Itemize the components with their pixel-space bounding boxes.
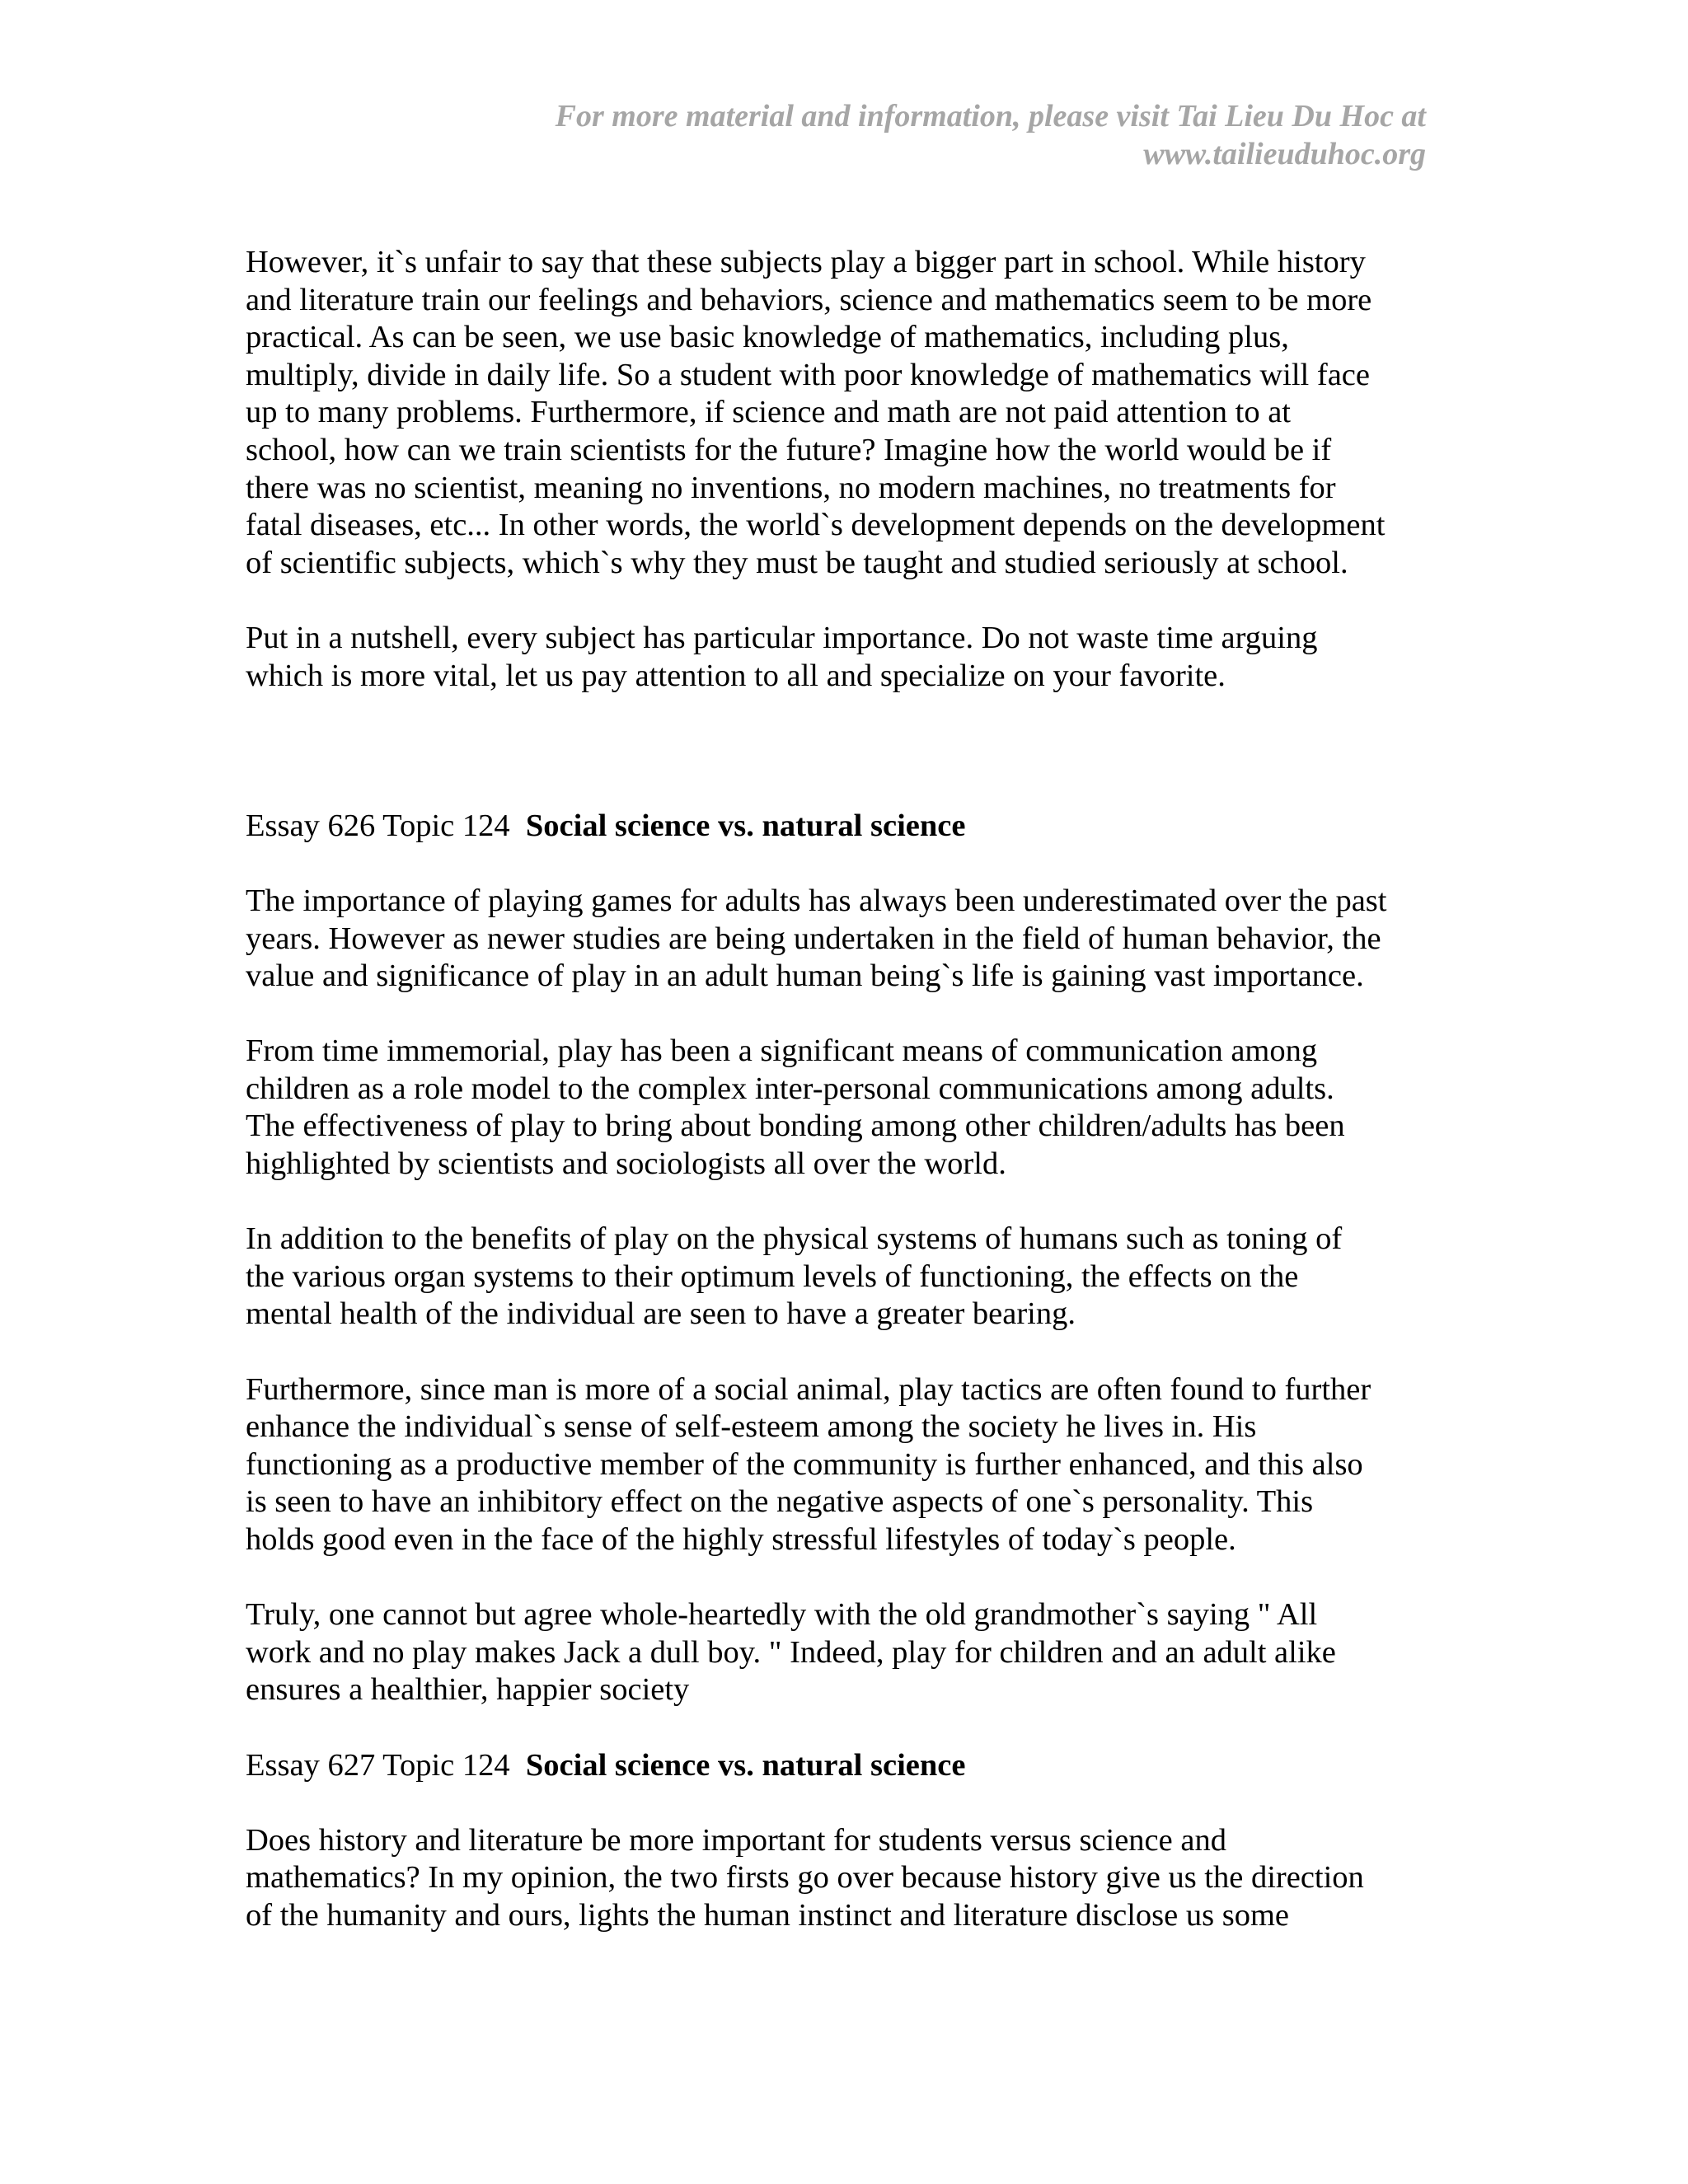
text-line: mental health of the individual are seen to have a greater bearing. <box>246 1296 1076 1332</box>
text-line: is seen to have an inhibitory effect on the negative aspects of one`s personality. This <box>246 1484 1314 1520</box>
paragraph <box>246 244 1449 582</box>
text-line: children as a role model to the complex inter-personal communications among adults. <box>246 1071 1334 1106</box>
header-line-1: For more material and information, please visit Tai Lieu Du Hoc at <box>555 99 1426 134</box>
text-line: multiply, divide in daily life. So a student with poor knowledge of mathematics will face <box>246 357 1370 392</box>
header-url: www.tailieuduhoc.org <box>1143 137 1426 171</box>
text-line: the various organ systems to their optimum levels of functioning, the effects on the <box>246 1258 1299 1294</box>
paragraph <box>246 1033 1449 1183</box>
text-line: of the humanity and ours, lights the human instinct and literature disclose us some <box>246 1897 1289 1933</box>
paragraph <box>246 1822 1449 1935</box>
text-line: practical. As can be seen, we use basic knowledge of mathematics, including plus, <box>246 320 1289 355</box>
essay-heading <box>246 808 1449 846</box>
essay-heading <box>246 1747 1449 1785</box>
text-line: ensures a healthier, happier society <box>246 1672 690 1708</box>
essay-label: Essay 626 Topic 124 <box>246 808 510 843</box>
paragraph <box>246 883 1449 996</box>
essay-title: Social science vs. natural science <box>525 808 966 843</box>
text-line: holds good even in the face of the highly stressful lifestyles of today`s people. <box>246 1522 1236 1557</box>
text-line: and literature train our feelings and behaviors, science and mathematics seem to be more <box>246 282 1372 317</box>
paragraph <box>246 1221 1449 1333</box>
text-line: The effectiveness of play to bring about bonding among other children/adults has been <box>246 1108 1345 1144</box>
section-spacer <box>246 733 1449 808</box>
text-line: mathematics? In my opinion, the two firsts go over because history give us the direction <box>246 1860 1364 1896</box>
text-line: of scientific subjects, which`s why they must be taught and studied seriously at school. <box>246 545 1348 580</box>
text-line: fatal diseases, etc... In other words, the world`s development depends on the development <box>246 508 1386 543</box>
page-header <box>190 97 1426 173</box>
text-line: In addition to the benefits of play on the physical systems of humans such as toning of <box>246 1221 1343 1257</box>
document-body <box>246 244 1449 1972</box>
text-line: The importance of playing games for adults has always been underestimated over the past <box>246 883 1387 918</box>
essay-title: Social science vs. natural science <box>525 1747 966 1783</box>
text-line: From time immemorial, play has been a significant means of communication among <box>246 1033 1318 1069</box>
paragraph <box>246 620 1449 695</box>
text-line: However, it`s unfair to say that these subjects play a bigger part in school. While history <box>246 245 1366 279</box>
text-line: years. However as newer studies are being undertaken in the field of human behavior, the <box>246 921 1381 956</box>
text-line: work and no play makes Jack a dull boy. " Indeed, play for children and an adult alike <box>246 1634 1336 1670</box>
text-line: there was no scientist, meaning no inventions, no modern machines, no treatments for <box>246 470 1336 505</box>
text-line: Put in a nutshell, every subject has particular importance. Do not waste time arguing <box>246 620 1318 655</box>
text-line: up to many problems. Furthermore, if science and math are not paid attention to at <box>246 395 1291 430</box>
text-line: Does history and literature be more important for students versus science and <box>246 1822 1226 1858</box>
text-line: functioning as a productive member of the community is further enhanced, and this also <box>246 1446 1363 1482</box>
text-line: enhance the individual`s sense of self-esteem among the society he lives in. His <box>246 1409 1257 1445</box>
paragraph <box>246 1596 1449 1709</box>
text-line: Truly, one cannot but agree whole-heartedly with the old grandmother`s saying " All <box>246 1597 1318 1633</box>
text-line: Furthermore, since man is more of a social animal, play tactics are often found to further <box>246 1371 1372 1407</box>
text-line: highlighted by scientists and sociologists all over the world. <box>246 1146 1006 1182</box>
paragraph <box>246 1371 1449 1559</box>
text-line: school, how can we train scientists for the future? Imagine how the world would be if <box>246 432 1332 467</box>
text-line: which is more vital, let us pay attention to all and specialize on your favorite. <box>246 658 1226 693</box>
essay-label: Essay 627 Topic 124 <box>246 1747 510 1783</box>
text-line: value and significance of play in an adult human being`s life is gaining vast importance. <box>246 958 1364 994</box>
